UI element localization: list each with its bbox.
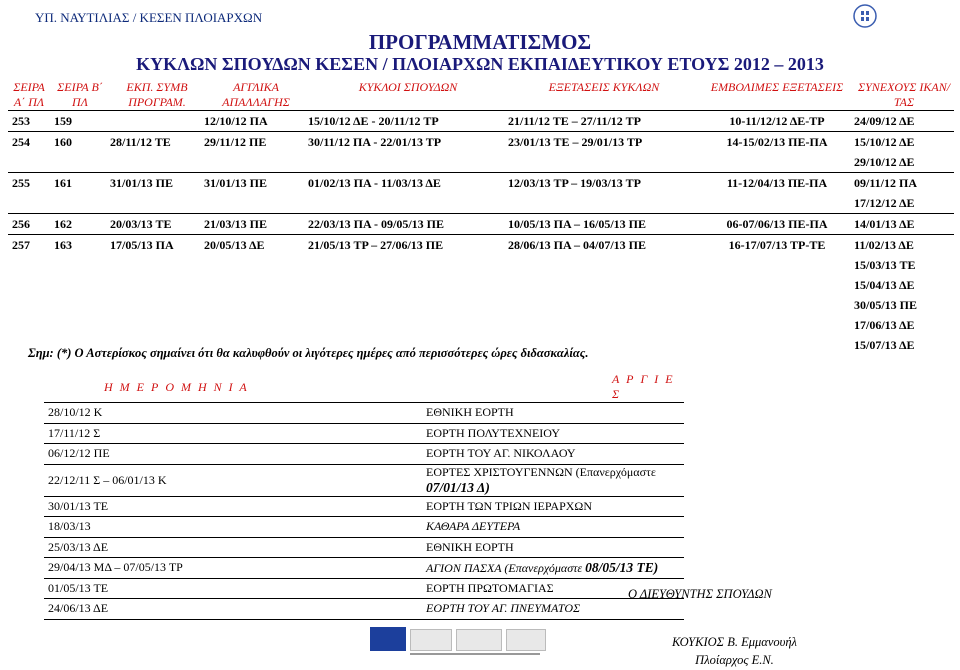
continuous-date: 14/01/13 ΔΕ xyxy=(854,217,915,231)
continuous-date: 15/03/13 ΤΕ xyxy=(854,258,916,272)
holiday-name-cell xyxy=(422,403,684,424)
continuous-date: 15/07/13 ΔΕ xyxy=(854,338,915,352)
cell-continuous xyxy=(854,214,954,235)
table-row xyxy=(8,235,954,356)
col-header-series-a: ΣΕΙΡΑ Α΄ ΠΛ xyxy=(13,80,45,109)
holiday-name: ΕΘΝΙΚΗ ΕΟΡΤΗ xyxy=(426,405,514,420)
holiday-name: ΑΓΙΟΝ ΠΑΣΧΑ (Επανερχόμαστε xyxy=(426,560,586,575)
table-header-row xyxy=(8,80,954,111)
espa-logo xyxy=(410,629,452,651)
holiday-date: 22/12/11 Σ – 06/01/13 Κ xyxy=(48,472,167,487)
cell-f: 28/06/13 ΠΑ – 04/07/13 ΠΕ xyxy=(508,238,647,252)
signature-block xyxy=(672,633,797,669)
cell-b: 161 xyxy=(54,176,72,190)
holiday-date: 28/10/12 Κ xyxy=(48,405,103,420)
holiday-row xyxy=(44,403,684,424)
page-title: ΠΡΟΓΡΑΜΜΑΤΙΣΜΟΣ xyxy=(368,30,592,54)
continuous-date: 29/10/12 ΔΕ xyxy=(854,155,915,169)
holiday-row xyxy=(44,496,684,517)
col-header-english: ΑΓΓΛΙΚΑ ΑΠΑΛΛΑΓΗΣ xyxy=(222,80,290,109)
cell-a: 256 xyxy=(12,217,30,231)
cell-b: 159 xyxy=(54,114,72,128)
cell-d: 29/11/12 ΠΕ xyxy=(204,135,267,149)
cell-b: 163 xyxy=(54,238,72,252)
epeaek-logo xyxy=(456,629,502,651)
holiday-row xyxy=(44,558,684,579)
holiday-return-date: 07/01/13 Δ) xyxy=(426,479,490,495)
holiday-name-cell xyxy=(422,444,684,465)
holiday-date: 25/03/13 ΔΕ xyxy=(48,539,109,554)
holiday-date: 17/11/12 Σ xyxy=(48,425,101,440)
col-header-cycles: ΚΥΚΛΟΙ ΣΠΟΥΔΩΝ xyxy=(358,80,458,94)
cell-c xyxy=(110,111,204,132)
continuous-date: 15/04/13 ΔΕ xyxy=(854,278,915,292)
holiday-row xyxy=(44,423,684,444)
holiday-date: 24/06/13 ΔΕ xyxy=(48,601,109,616)
cell-e: 22/03/13 ΠΑ - 09/05/13 ΠΕ xyxy=(308,217,445,231)
cell-a: 253 xyxy=(12,114,30,128)
page-subtitle: ΚΥΚΛΩΝ ΣΠΟΥΔΩΝ ΚΕΣΕΝ / ΠΛΟΙΑΡΧΩΝ ΕΚΠΑΙΔΕΥΤΙΚΟΥ ΕΤΟΥΣ 2012 – 2013 xyxy=(136,54,824,74)
ministry-header: ΥΠ. ΝΑΥΤΙΛΙΑΣ / ΚΕΣΕΝ ΠΛΟΙΑΡΧΩΝ xyxy=(35,10,263,25)
holiday-row xyxy=(44,599,684,620)
cell-continuous xyxy=(854,111,954,132)
holiday-name-cell xyxy=(422,496,684,517)
cell-b: 160 xyxy=(54,135,72,149)
signer-name: ΚΟΥΚΙΟΣ Β. Εμμανουήλ xyxy=(672,635,797,649)
funding-logos xyxy=(370,627,630,655)
cell-a: 254 xyxy=(12,135,30,149)
holiday-name-cell xyxy=(422,423,684,444)
holiday-row xyxy=(44,464,684,496)
col-header-exams: ΕΞΕΤΑΣΕΙΣ ΚΥΚΛΩΝ xyxy=(548,80,660,94)
holiday-name-cell xyxy=(422,558,684,579)
table-row xyxy=(8,111,954,132)
cell-e: 30/11/12 ΠΑ - 22/01/13 ΤΡ xyxy=(308,135,442,149)
col-header-interim: ΕΜΒΟΛΙΜΕΣ ΕΞΕΤΑΣΕΙΣ xyxy=(710,80,844,94)
holiday-row xyxy=(44,517,684,538)
continuous-date: 30/05/13 ΠΕ xyxy=(854,298,918,312)
continuous-date: 17/06/13 ΔΕ xyxy=(854,318,915,332)
holiday-name: ΚΑΘΑΡΑ ΔΕΥΤΕΡΑ xyxy=(426,519,521,534)
holidays-header-name: Α Ρ Γ Ι Ε Σ xyxy=(612,372,675,401)
cell-g: 11-12/04/13 ΠΕ-ΠΑ xyxy=(726,176,828,190)
holiday-name-cell xyxy=(422,537,684,558)
cell-d: 12/10/12 ΠΑ xyxy=(204,114,268,128)
cell-g: 10-11/12/12 ΔΕ-ΤΡ xyxy=(729,114,825,128)
cell-f: 12/03/13 ΤΡ – 19/03/13 ΤΡ xyxy=(508,176,641,190)
continuous-date: 17/12/12 ΔΕ xyxy=(854,196,915,210)
col-header-program: ΕΚΠ. ΣΥΜΒ ΠΡΟΓΡΑΜ. xyxy=(126,80,188,109)
continuous-date: 11/02/13 ΔΕ xyxy=(854,238,914,252)
cell-e: 01/02/13 ΠΑ - 11/03/13 ΔΕ xyxy=(308,176,441,190)
cell-a: 257 xyxy=(12,238,30,252)
cell-continuous xyxy=(854,173,954,214)
continuous-date: 09/11/12 ΠΑ xyxy=(854,176,918,190)
signer-rank: Πλοίαρχος Ε.Ν. xyxy=(695,653,774,667)
holiday-name: ΕΟΡΤΗ ΠΡΩΤΟΜΑΓΙΑΣ xyxy=(426,580,554,595)
holiday-row xyxy=(44,537,684,558)
cell-f: 23/01/13 ΤΕ – 29/01/13 ΤΡ xyxy=(508,135,643,149)
logo-caption-strip xyxy=(410,653,540,655)
holiday-row xyxy=(44,444,684,465)
cell-c: 31/01/13 ΠΕ xyxy=(110,176,174,190)
holiday-name-cell xyxy=(422,517,684,538)
continuous-date: 24/09/12 ΔΕ xyxy=(854,114,915,128)
cell-continuous xyxy=(854,132,954,173)
holidays-table xyxy=(44,372,684,620)
holiday-date: 30/01/13 ΤΕ xyxy=(48,498,109,513)
programme-table xyxy=(8,80,954,355)
cell-g: 16-17/07/13 ΤΡ-ΤΕ xyxy=(728,238,826,252)
holiday-name: ΕΟΡΤΗ ΤΟΥ ΑΓ. ΠΝΕΥΜΑΤΟΣ xyxy=(426,601,581,616)
cell-f: 21/11/12 ΤΕ – 27/11/12 ΤΡ xyxy=(508,114,641,128)
table-row xyxy=(8,132,954,173)
holidays-header-date: Η Μ Ε Ρ Ο Μ Η Ν Ι Α xyxy=(104,379,249,394)
cell-c: 28/11/12 ΤΕ xyxy=(110,135,171,149)
cell-d: 21/03/13 ΠΕ xyxy=(204,217,268,231)
holiday-row xyxy=(44,578,684,599)
cell-g: 06-07/06/13 ΠΕ-ΠΑ xyxy=(726,217,828,231)
note: Σημ: (*) Ο Αστερίσκος σημαίνει ότι θα καλυφθούν οι λιγότερες ημέρες από περισσότερες ώρες διδασκαλίας. xyxy=(28,346,589,360)
cell-d: 31/01/13 ΠΕ xyxy=(204,176,268,190)
program-logo xyxy=(506,629,546,651)
cell-c: 20/03/13 ΤΕ xyxy=(110,217,172,231)
holiday-name: ΕΟΡΤΗ ΤΟΥ ΑΓ. ΝΙΚΟΛΑΟΥ xyxy=(426,446,576,461)
cell-a: 255 xyxy=(12,176,30,190)
director-title: Ο ΔΙΕΥΘΥΝΤΗΣ ΣΠΟΥΔΩΝ xyxy=(628,587,772,601)
cell-continuous xyxy=(854,235,954,356)
holiday-date: 18/03/13 xyxy=(48,519,91,534)
cell-c: 17/05/13 ΠΑ xyxy=(110,238,174,252)
cell-b: 162 xyxy=(54,217,72,231)
eu-flag-logo xyxy=(370,627,406,651)
cell-d: 20/05/13 ΔΕ xyxy=(204,238,265,252)
table-row xyxy=(8,173,954,214)
col-header-continuous: ΣΥΝΕΧΟΥΣ ΙΚΑΝ/ΤΑΣ xyxy=(857,80,951,109)
holiday-name: ΕΟΡΤΕΣ ΧΡΙΣΤΟΥΓΕΝΝΩΝ (Επανερχόμαστε xyxy=(426,464,656,479)
holidays-header-row xyxy=(44,372,684,403)
holiday-return-date: 08/05/13 ΤΕ) xyxy=(585,559,659,575)
cell-f: 10/05/13 ΠΑ – 16/05/13 ΠΕ xyxy=(508,217,647,231)
holiday-date: 01/05/13 ΤΕ xyxy=(48,580,109,595)
holiday-date: 29/04/13 ΜΔ – 07/05/13 ΤΡ xyxy=(48,560,183,575)
holiday-name: ΕΘΝΙΚΗ ΕΟΡΤΗ xyxy=(426,539,514,554)
holiday-date: 06/12/12 ΠΕ xyxy=(48,446,110,461)
holiday-name: ΕΟΡΤΗ ΠΟΛΥΤΕΧΝΕΙΟΥ xyxy=(426,425,561,440)
holiday-name-cell xyxy=(422,464,684,496)
holiday-name: ΕΟΡΤΗ ΤΩΝ ΤΡΙΩΝ ΙΕΡΑΡΧΩΝ xyxy=(426,498,593,513)
cell-g: 14-15/02/13 ΠΕ-ΠΑ xyxy=(726,135,828,149)
cell-e: 15/10/12 ΔΕ - 20/11/12 ΤΡ xyxy=(308,114,439,128)
continuous-date: 15/10/12 ΔΕ xyxy=(854,135,915,149)
greek-emblem-icon xyxy=(852,3,878,29)
table-row xyxy=(8,214,954,235)
col-header-series-b: ΣΕΙΡΑ Β΄ ΠΛ xyxy=(57,80,103,109)
cell-e: 21/05/13 ΤΡ – 27/06/13 ΠΕ xyxy=(308,238,444,252)
